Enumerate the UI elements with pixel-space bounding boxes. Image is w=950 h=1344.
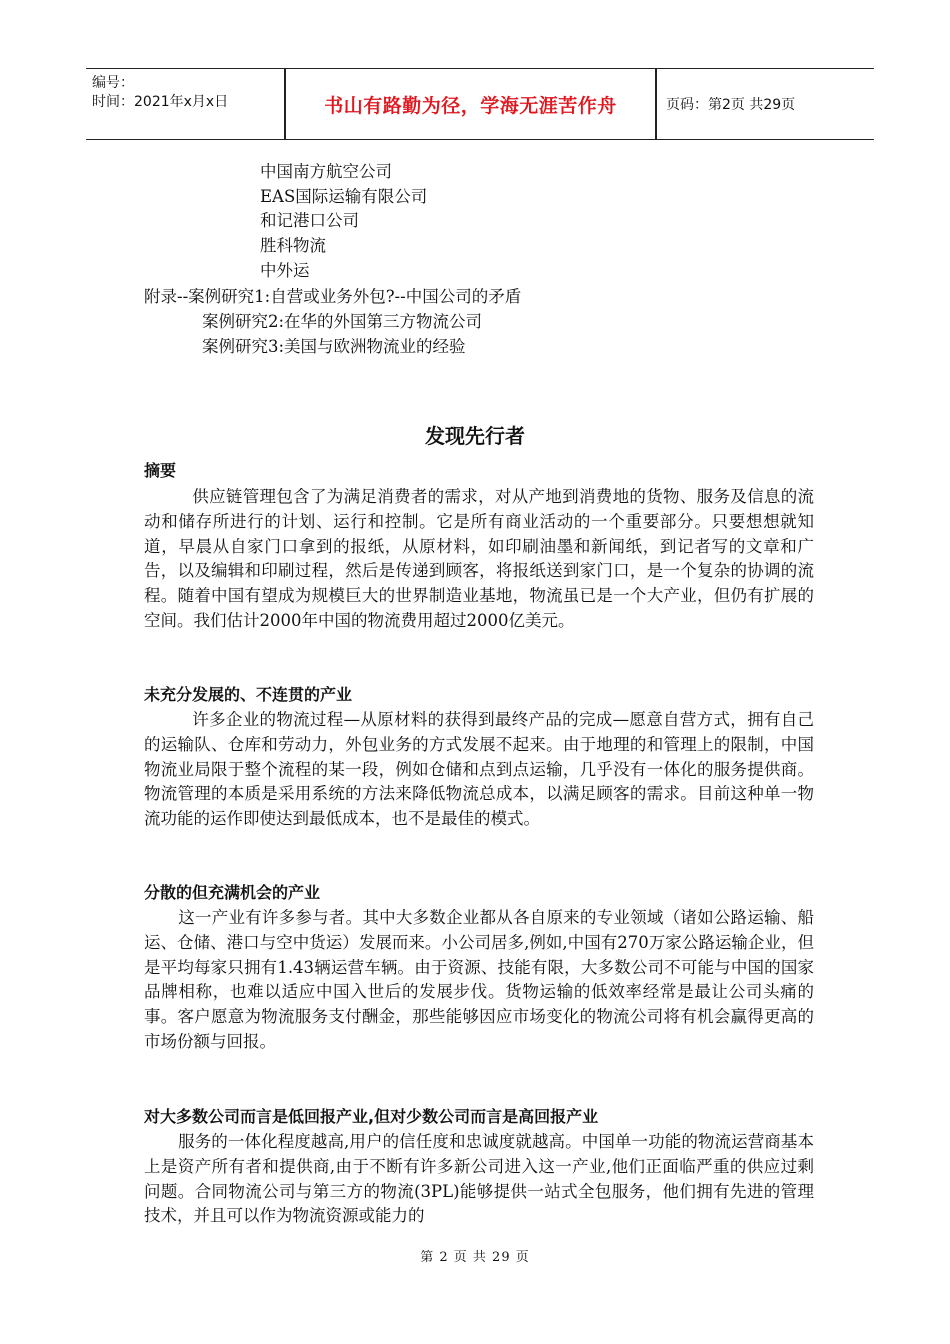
section-body: 这一产业有许多参与者。其中大多数企业都从各自原来的专业领域（诸如公路运输、船运、仓储、港口与空中货运）发展而来。小公司居多,例如,中国有270万家公路运输企业，但是平均每家只拥有1.43辆运营车辆。由于资源、技能有限，大多数公司不可能与中国的国家品牌相称，也难以适应中国入世后的发展步伐。货物运输的低效率经常是最让公司头痛的事。客户愿意为物流服务支付酬金，那些能够因应市场变化的物流公司将有机会赢得更高的市场份额与回报。	[144, 908, 814, 1051]
toc-appendix: 案例研究2:在华的外国第三方物流公司	[202, 312, 483, 331]
document-title: 发现先行者	[425, 424, 525, 448]
toc-company: 胜科物流	[260, 236, 326, 255]
header-page-label: 页码：第2页 共29页	[666, 97, 796, 113]
toc-appendix: 附录--案例研究1:自营或业务外包?--中国公司的矛盾	[144, 287, 522, 306]
toc-company: 和记港口公司	[260, 211, 359, 230]
page-footer: 第 2 页 共 29 页	[420, 1250, 530, 1265]
header-number-label: 编号：	[92, 75, 134, 91]
toc-company: 中国南方航空公司	[260, 162, 392, 181]
section-body: 许多企业的物流过程—从原材料的获得到最终产品的完成—愿意自营方式，拥有自己的运输队、仓库和劳动力，外包业务的方式发展不起来。由于地理的和管理上的限制，中国物流业局限于整个流程的某一段，例如仓储和点到点运输，几乎没有一体化的服务提供商。物流管理的本质是采用系统的方法来降低物流总成本，以满足顾客的需求。目前这种单一物流功能的运作即使达到最低成本，也不是最佳的模式。	[144, 710, 814, 829]
toc-appendix: 案例研究3:美国与欧洲物流业的经验	[202, 337, 466, 356]
section-body: 服务的一体化程度越高,用户的信任度和忠诚度就越高。中国单一功能的物流运营商基本上是资产所有者和提供商,由于不断有许多新公司进入这一产业,他们正面临严重的供应过剩问题。合同物流公司与第三方的物流(3PL)能够提供一站式全包服务，他们拥有先进的管理技术，并且可以作为物流资源或能力的	[144, 1132, 814, 1226]
section-heading: 摘要	[144, 461, 177, 480]
header-meta	[86, 69, 284, 139]
section-heading: 对大多数公司而言是低回报产业,但对少数公司而言是高回报产业	[144, 1107, 599, 1126]
page-header	[86, 68, 874, 140]
header-motto: 书山有路勤为径，学海无涯苦作舟	[324, 94, 617, 117]
header-divider	[655, 69, 657, 139]
section-body: 供应链管理包含了为满足消费者的需求，对从产地到消费地的货物、服务及信息的流动和储存所进行的计划、运行和控制。它是所有商业活动的一个重要部分。只要想想就知道，早晨从自家门口拿到的报纸，从原材料，如印刷油墨和新闻纸，到记者写的文章和广告，以及编辑和印刷过程，然后是传递到顾客，将报纸送到家门口，是一个复杂的协调的流程。随着中国有望成为规模巨大的世界制造业基地，物流虽已是一个大产业，但仍有扩展的空间。我们估计2000年中国的物流费用超过2000亿美元。	[144, 487, 814, 630]
toc-company: EAS国际运输有限公司	[260, 187, 428, 206]
section-heading: 分散的但充满机会的产业	[144, 883, 321, 902]
toc-company: 中外运	[260, 261, 310, 280]
section-heading: 未充分发展的、不连贯的产业	[144, 685, 353, 704]
header-time-label: 时间：2021年x月x日	[92, 94, 229, 110]
